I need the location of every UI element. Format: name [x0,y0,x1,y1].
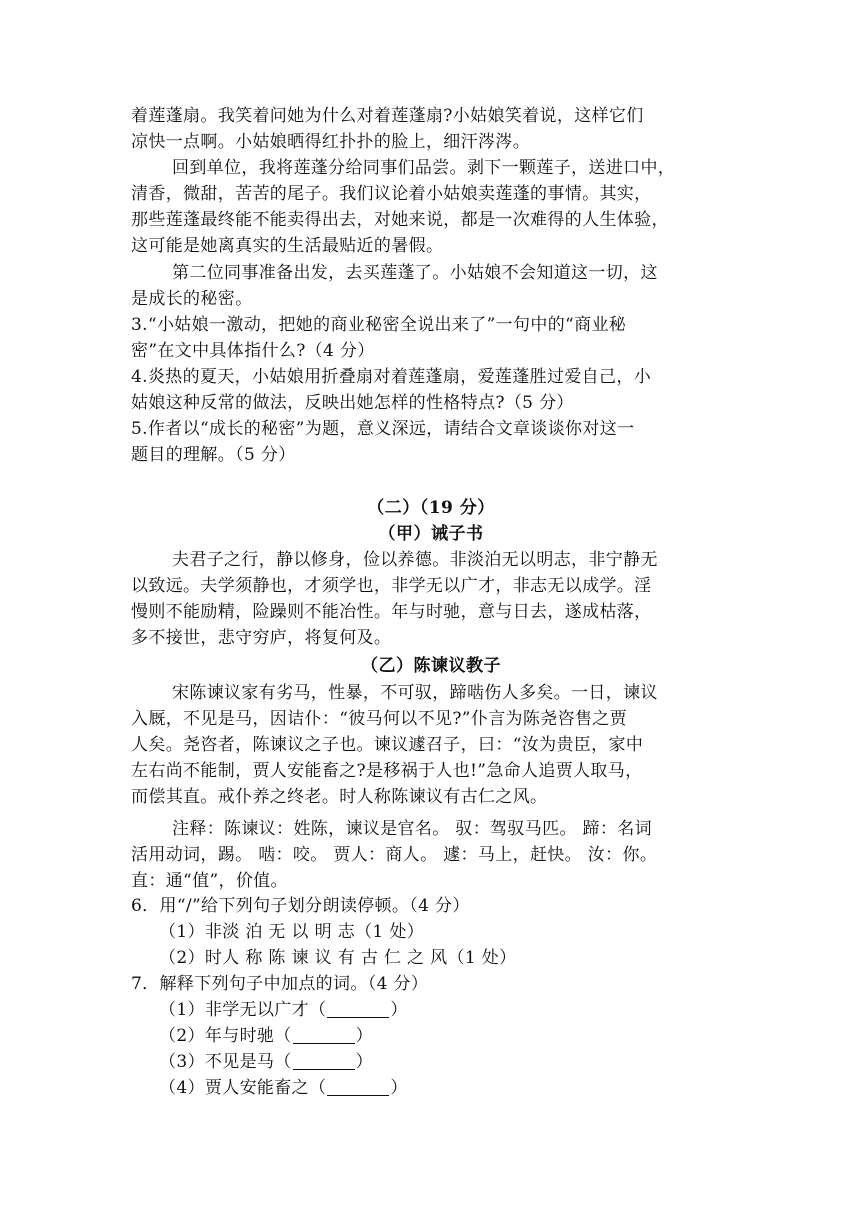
question-7-item-close: ） [355,1026,373,1046]
text-a-line: 以致远。夫学须静也，才须学也，非学无以广才，非志无以成学。淫 [131,576,652,596]
question-7-item [159,997,731,1023]
question-3: 密”在文中具体指什么?（4 分） [131,341,375,361]
passage-line: 这可能是她离真实的生活最贴近的暑假。 [131,236,444,256]
question-5: 5.作者以“成长的秘密”为题，意义深远，请结合文章谈谈你对这一 [131,419,635,439]
passage-line: 是成长的秘密。 [131,289,253,309]
text-b-line: 人矣。尧咨者，陈谏议之子也。谏议遽召子，曰：“汝为贵臣，家中 [131,735,644,755]
text-a-line: 慢则不能励精，险躁则不能冶性。年与时驰，意与日去，遂成枯落， [131,602,652,622]
question-7-item-text: （4）贾人安能畜之（ [159,1078,327,1098]
passage-line: 第二位同事准备出发，去买莲蓬了。小姑娘不会知道这一切，这 [172,263,658,283]
question-7-item-text: （1）非学无以广才（ [159,1000,327,1020]
section-heading: （二）（19 分） [367,498,495,518]
question-6-item: （1）非淡 泊 无 以 明 志（1 处） [159,922,425,942]
passage-line: 凉快一点啊。小姑娘晒得红扑扑的脸上，细汗涔涔。 [131,132,531,152]
question-5: 题目的理解。（5 分） [131,445,296,465]
question-7-item-close: ） [355,1052,373,1072]
question-4: 姑娘这种反常的做法，反映出她怎样的性格特点?（5 分） [131,393,574,413]
question-3: 3.“小姑娘一激动，把她的商业秘密全说出来了”一句中的“商业秘 [131,315,627,335]
answer-blank[interactable] [293,1053,355,1070]
answer-blank[interactable] [293,1027,355,1044]
question-7-item [159,1075,731,1101]
question-7-item-close: ） [390,1078,408,1098]
question-7-item-close: ） [390,1000,408,1020]
text-a-title: （甲）诫子书 [378,524,484,544]
text-b-line: 而偿其直。戒仆养之终老。时人称陈谏议有古仁之风。 [131,787,548,807]
question-7-prompt: 7．解释下列句子中加点的词。（4 分） [131,974,429,994]
question-6-prompt: 6．用“/”给下列句子划分朗读停顿。（4 分） [131,896,470,916]
text-a-line: 夫君子之行，静以修身，俭以养德。非淡泊无以明志，非宁静无 [172,550,658,570]
answer-blank[interactable] [327,1079,389,1096]
notes-line: 直：通“值”，价值。 [131,871,288,891]
question-7-item-text: （2）年与时驰（ [159,1026,292,1046]
question-7-item [159,1023,731,1049]
notes-line: 活用动词，踢。 啮：咬。 贾人：商人。 遽：马上，赶快。 汝：你。 [131,845,658,865]
question-4: 4.炎热的夏天，小姑娘用折叠扇对着莲蓬扇，爱莲蓬胜过爱自己，小 [131,367,652,387]
answer-blank[interactable] [327,1001,389,1018]
question-6-item: （2）时人 称 陈 谏 议 有 古 仁 之 风（1 处） [159,948,517,968]
passage-line: 清香，微甜，苦苦的尾子。我们议论着小姑娘卖莲蓬的事情。其实， [131,184,652,204]
text-b-line: 入厩，不见是马，因诘仆：“彼马何以不见?”仆言为陈尧咨售之贾 [131,709,627,729]
text-b-title: （乙）陈谏议教子 [361,656,501,676]
question-7-item [159,1049,731,1075]
notes-line: 注释：陈谏议：姓陈，谏议是官名。 驭：驾驭马匹。 蹄：名词 [172,819,652,839]
passage-line: 那些莲蓬最终能不能卖得出去，对她来说，都是一次难得的人生体验， [131,210,669,230]
text-b-line: 左右尚不能制，贾人安能畜之?是移祸于人也!”急命人追贾人取马， [131,761,643,781]
text-b-line: 宋陈谏议家有劣马，性暴，不可驭，蹄啮伤人多矣。一日，谏议 [172,683,658,703]
text-a-line: 多不接世，悲守穷庐，将复何及。 [131,628,392,648]
passage-line: 回到单位，我将莲蓬分给同事们品尝。剥下一颗莲子，送进口中， [172,158,676,178]
passage-line: 着莲蓬扇。我笑着问她为什么对着莲蓬扇?小姑娘笑着说，这样它们 [131,106,644,126]
question-7-item-text: （3）不见是马（ [159,1052,292,1072]
